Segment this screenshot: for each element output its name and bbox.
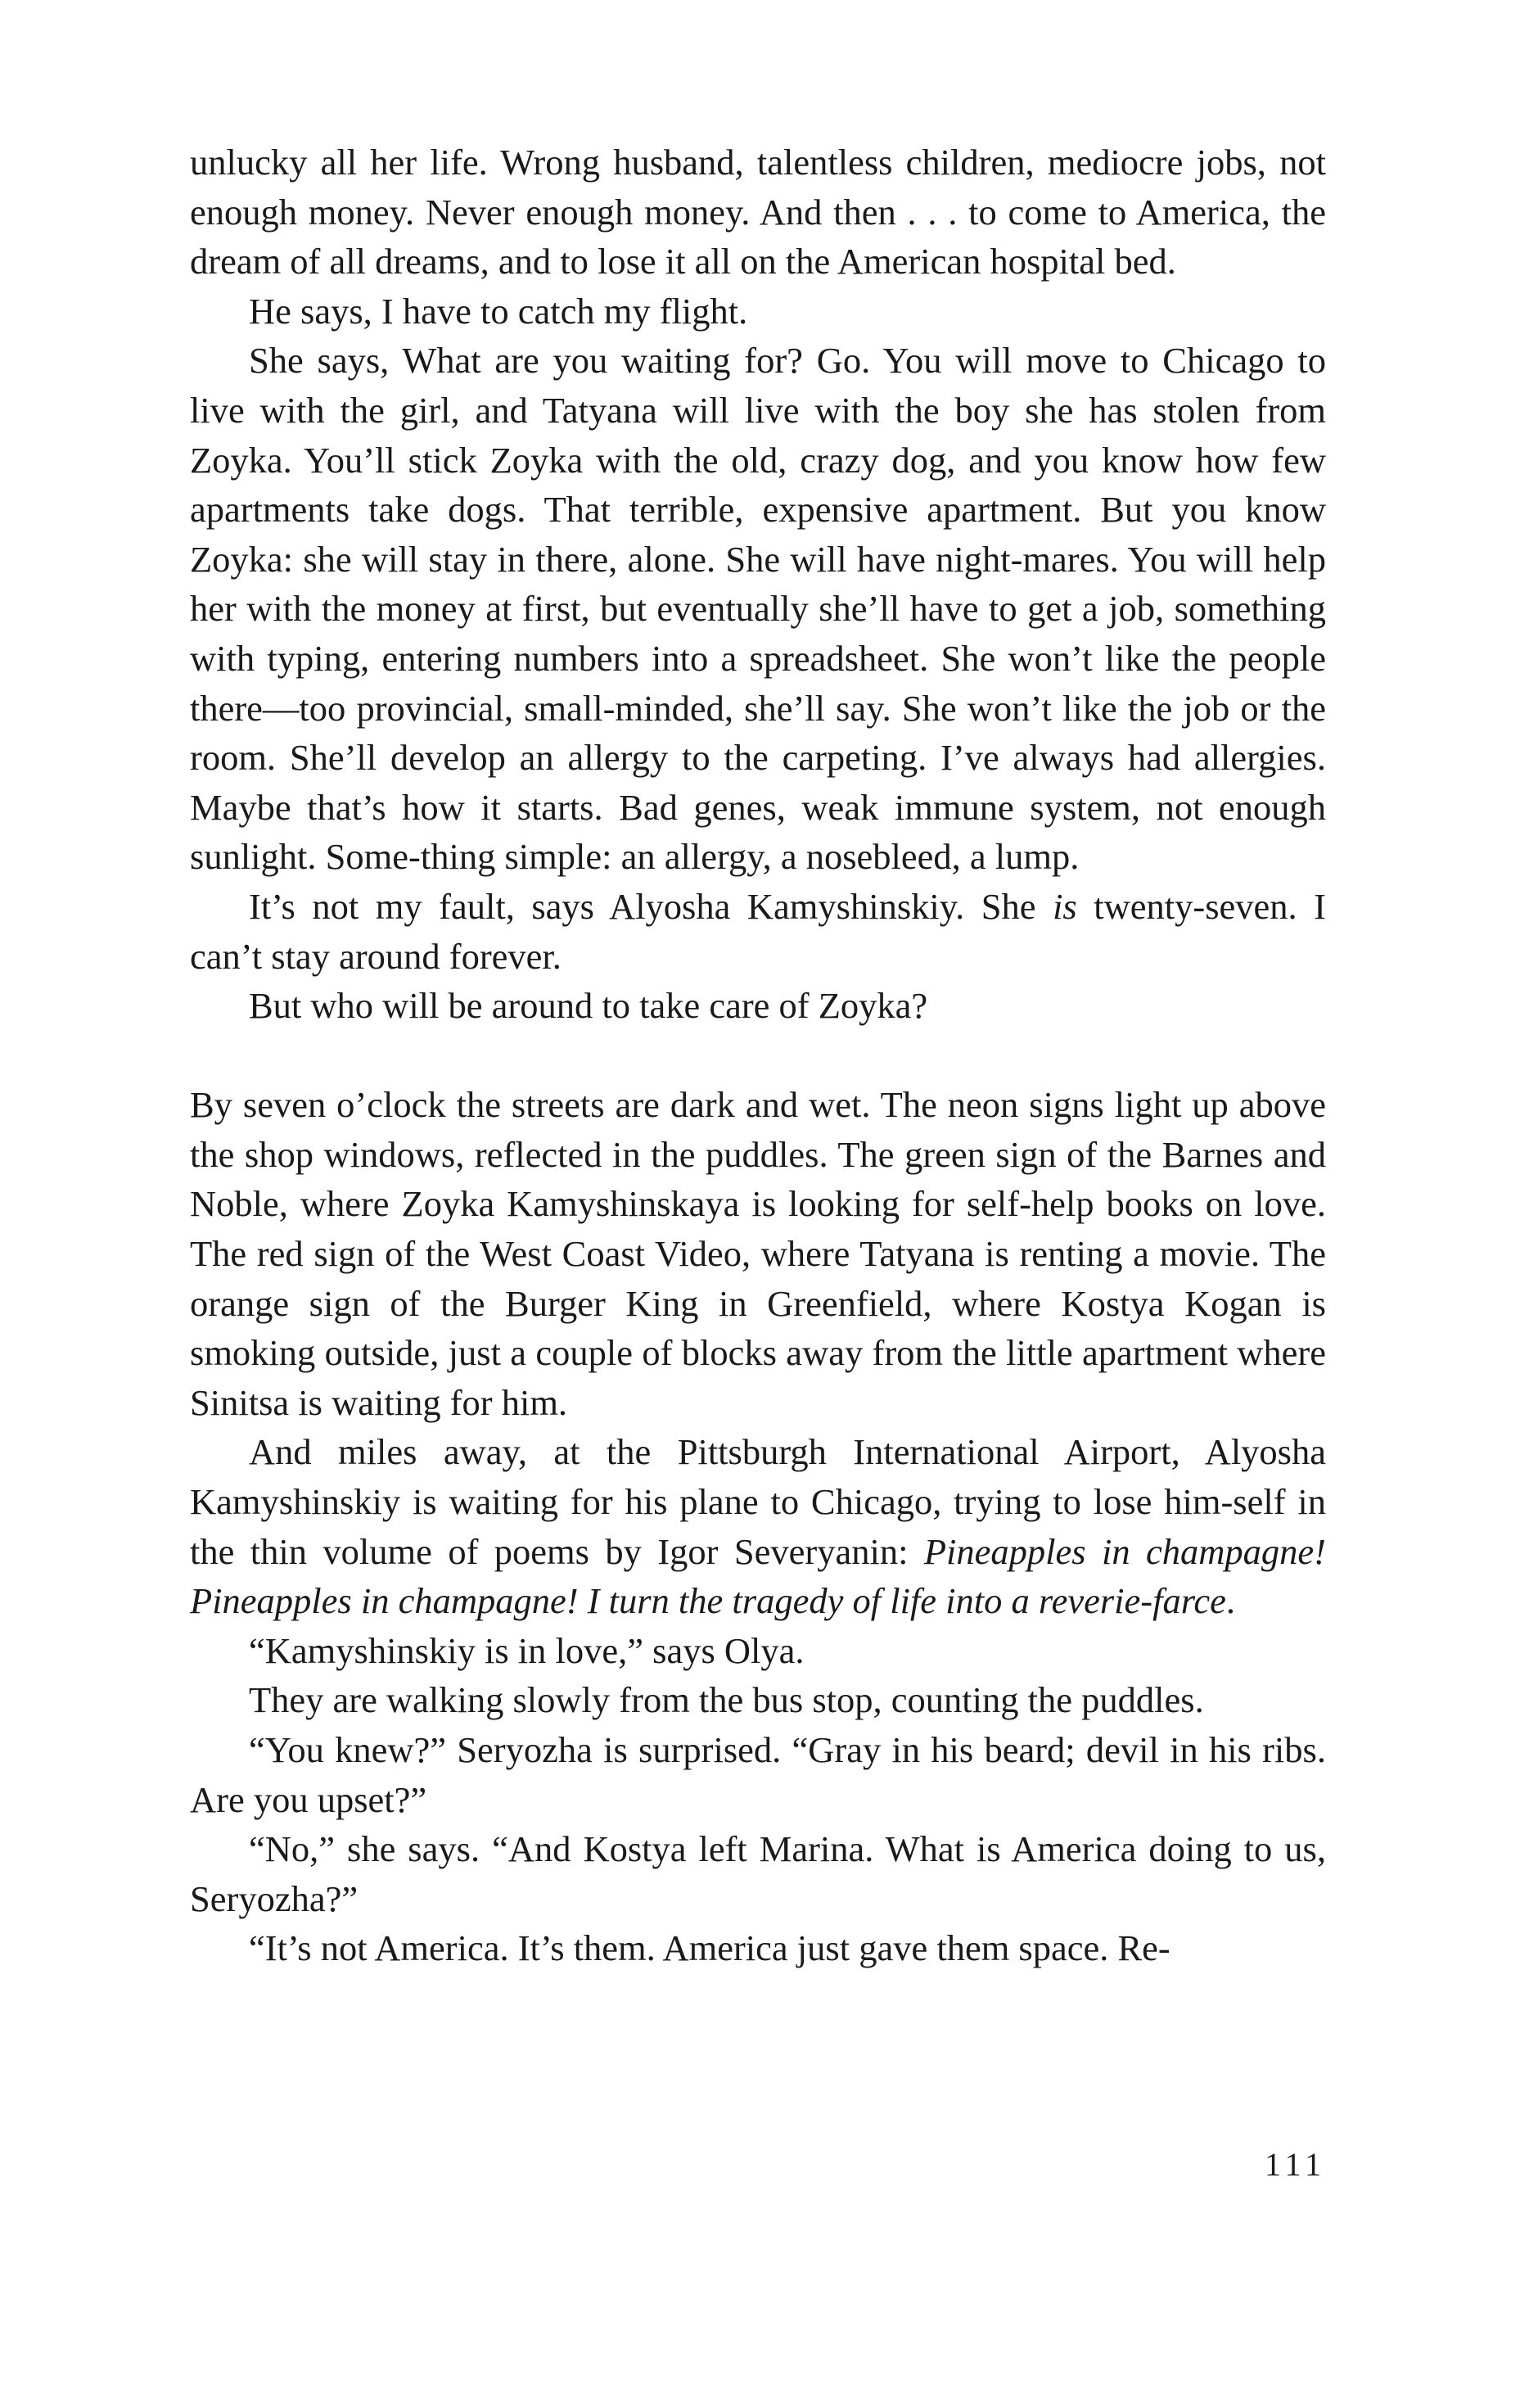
paragraph	[190, 1725, 1326, 1824]
paragraph	[190, 1626, 1326, 1676]
body-text	[190, 138, 1326, 1973]
paragraph	[190, 287, 1326, 337]
paragraph	[190, 336, 1326, 882]
paragraph	[190, 981, 1326, 1031]
paragraph	[190, 1080, 1326, 1427]
text-run: And miles away, at the Pittsburgh International Airport, Alyosha Kamyshinskiy is waiting for his plane to Chicago, trying to lose him-self in the thin volume of poems by Igor Severyanin:	[190, 1431, 1326, 1572]
italic-text: Pineapples in champagne! Pineapples in champagne! I turn the tragedy of life into a reverie-farce	[190, 1530, 1326, 1622]
text-run: .	[1225, 1580, 1235, 1622]
paragraph	[190, 138, 1326, 287]
text-run: He says, I have to catch my flight.	[249, 290, 748, 332]
text-run: But who will be around to take care of Zoyka?	[249, 985, 928, 1027]
paragraph	[190, 1427, 1326, 1625]
paragraph	[190, 882, 1326, 981]
paragraph	[190, 1923, 1326, 1973]
text-run: It’s not my fault, says Alyosha Kamyshinskiy. She	[249, 885, 1053, 927]
paragraph	[190, 1824, 1326, 1923]
text-run: twenty-seven. I can’t stay around forever.	[190, 885, 1326, 977]
text-run: “It’s not America. It’s them. America just gave them space. Re-	[249, 1927, 1170, 1969]
text-run: “Kamyshinskiy is in love,” says Olya.	[249, 1629, 805, 1671]
text-run: They are walking slowly from the bus stop, counting the puddles.	[249, 1679, 1204, 1721]
text-run: “You knew?” Seryozha is surprised. “Gray in his beard; devil in his ribs. Are you upset?”	[190, 1729, 1326, 1820]
text-run: She says, What are you waiting for? Go. You will move to Chicago to live with the girl, and Tatyana will live with the boy she has stolen from Zoyka. You’ll stick Zoyka with the old, crazy dog, and you know how few apartments take dogs. That terrible, expensive apartment. But you know Zoyka: she will stay in there, alone. She will have night-mares. You will help her with the money at first, but eventually she’ll have to get a job, something with typing, entering numbers into a spreadsheet. She won’t like the people there—too provincial, small-minded, she’ll say. She won’t like the job or the room. She’ll develop an allergy to the carpeting. I’ve always had allergies. Maybe that’s how it starts. Bad genes, weak immune system, not enough sunlight. Some-thing simple: an allergy, a nosebleed, a lump.	[190, 340, 1326, 878]
text-run: “No,” she says. “And Kostya left Marina. What is America doing to us, Seryozha?”	[190, 1828, 1326, 1919]
text-run: unlucky all her life. Wrong husband, talentless children, mediocre jobs, not enough money. Never enough money. And then . . . to come to America, the dream of all dreams, and to lose it all on the American hospital bed.	[190, 142, 1326, 282]
page-number: 111	[1264, 2146, 1326, 2183]
paragraph	[190, 1675, 1326, 1725]
italic-text: is	[1053, 885, 1077, 927]
text-run: By seven o’clock the streets are dark and wet. The neon signs light up above the shop windows, reflected in the puddles. The green sign of the Barnes and Noble, where Zoyka Kamyshinskaya is looking for self-help books on love. The red sign of the West Coast Video, where Tatyana is renting a movie. The orange sign of the Burger King in Greenfield, where Kostya Kogan is smoking outside, just a couple of blocks away from the little apartment where Sinitsa is waiting for him.	[190, 1084, 1326, 1423]
